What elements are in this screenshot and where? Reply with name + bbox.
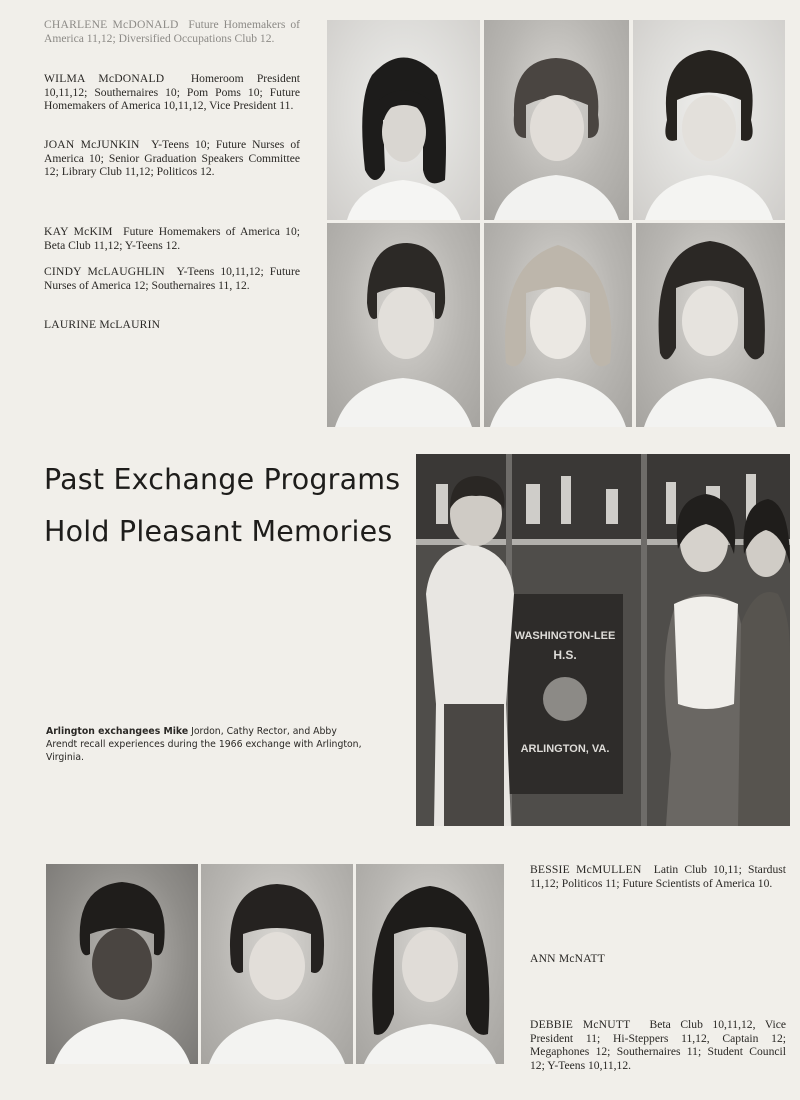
exchange-group-photo [416, 454, 790, 826]
bio-text: Y-Teens 10,11,12; Future Nurses of America 12; Southernaires 11, 12. [44, 265, 300, 292]
bio-name: ANN McNATT [530, 952, 606, 965]
banner-line-1: WASHINGTON-LEE [514, 630, 616, 642]
caption-text: Jordon, Cathy Rector, and Abby Arendt recall experiences during the 1966 exchange with Arlington, Virginia. [46, 726, 362, 763]
bio-debbie-mcnutt [530, 1018, 786, 1072]
headline-line-2: Hold Pleasant Memories [44, 515, 393, 548]
bio-kay-mckim [44, 225, 300, 252]
portrait-cindy-mclaughlin [484, 223, 632, 427]
bio-name: JOAN McJUNKIN [44, 138, 140, 151]
bio-text: Y-Teens 10; Future Nurses of America 10; Senior Graduation Speakers Committee 12; Library Club 11,12; Politicos 12. [44, 138, 300, 178]
banner-line-3: ARLINGTON, VA. [520, 743, 610, 755]
bio-cindy-mclaughlin [44, 265, 300, 292]
bio-laurine-mclaurin [44, 318, 300, 332]
portrait-bessie-mcmullen [46, 864, 198, 1064]
portrait-wilma-mcdonald [484, 20, 629, 220]
caption-bold: Arlington exchangees Mike [46, 726, 189, 737]
portrait-joan-mcjunkin [633, 20, 785, 220]
bio-name: BESSIE McMULLEN [530, 863, 642, 876]
bio-name: CINDY McLAUGHLIN [44, 265, 165, 278]
bio-text: Future Homemakers of America 11,12; Diversified Occupations Club 12. [44, 18, 301, 45]
bio-text: Homeroom President 10,11,12; Southernaires 10; Pom Poms 10; Future Homemakers of America 10,11,12, Vice President 11. [44, 72, 300, 112]
bio-charlene-mcdonald [44, 18, 300, 45]
bio-name: WILMA McDONALD [44, 72, 165, 85]
portrait-ann-mcnatt [201, 864, 353, 1064]
bio-wilma-mcdonald [44, 72, 300, 113]
headline-line-1: Past Exchange Programs [44, 463, 401, 496]
portrait-kay-mckim [327, 223, 480, 427]
bio-text: Latin Club 10,11; Stardust 11,12; Politicos 11; Future Scientists of America 10. [530, 863, 787, 890]
bio-ann-mcnatt [530, 952, 786, 966]
bio-text: Future Homemakers of America 10; Beta Club 11,12; Y-Teens 12. [44, 225, 300, 252]
portrait-laurine-mclaurin [636, 223, 785, 427]
photo-caption [46, 725, 366, 764]
banner-emblem [543, 677, 587, 721]
banner-line-2: H.S. [553, 648, 577, 662]
bio-text: Beta Club 10,11,12, Vice President 11; Hi-Steppers 11,12, Captain 12; Megaphones 12; Southernaires 11; Student Council 12; Y-Teens 10,11,12. [530, 1018, 787, 1072]
bio-name: DEBBIE McNUTT [530, 1018, 631, 1031]
bio-joan-mcjunkin [44, 138, 300, 179]
bio-bessie-mcmullen [530, 863, 786, 890]
bio-name: LAURINE McLAURIN [44, 318, 161, 331]
portrait-debbie-mcnutt [356, 864, 504, 1064]
bio-name: KAY McKIM [44, 225, 113, 238]
bio-name: CHARLENE McDONALD [44, 18, 179, 31]
portrait-charlene-mcdonald [327, 20, 480, 220]
